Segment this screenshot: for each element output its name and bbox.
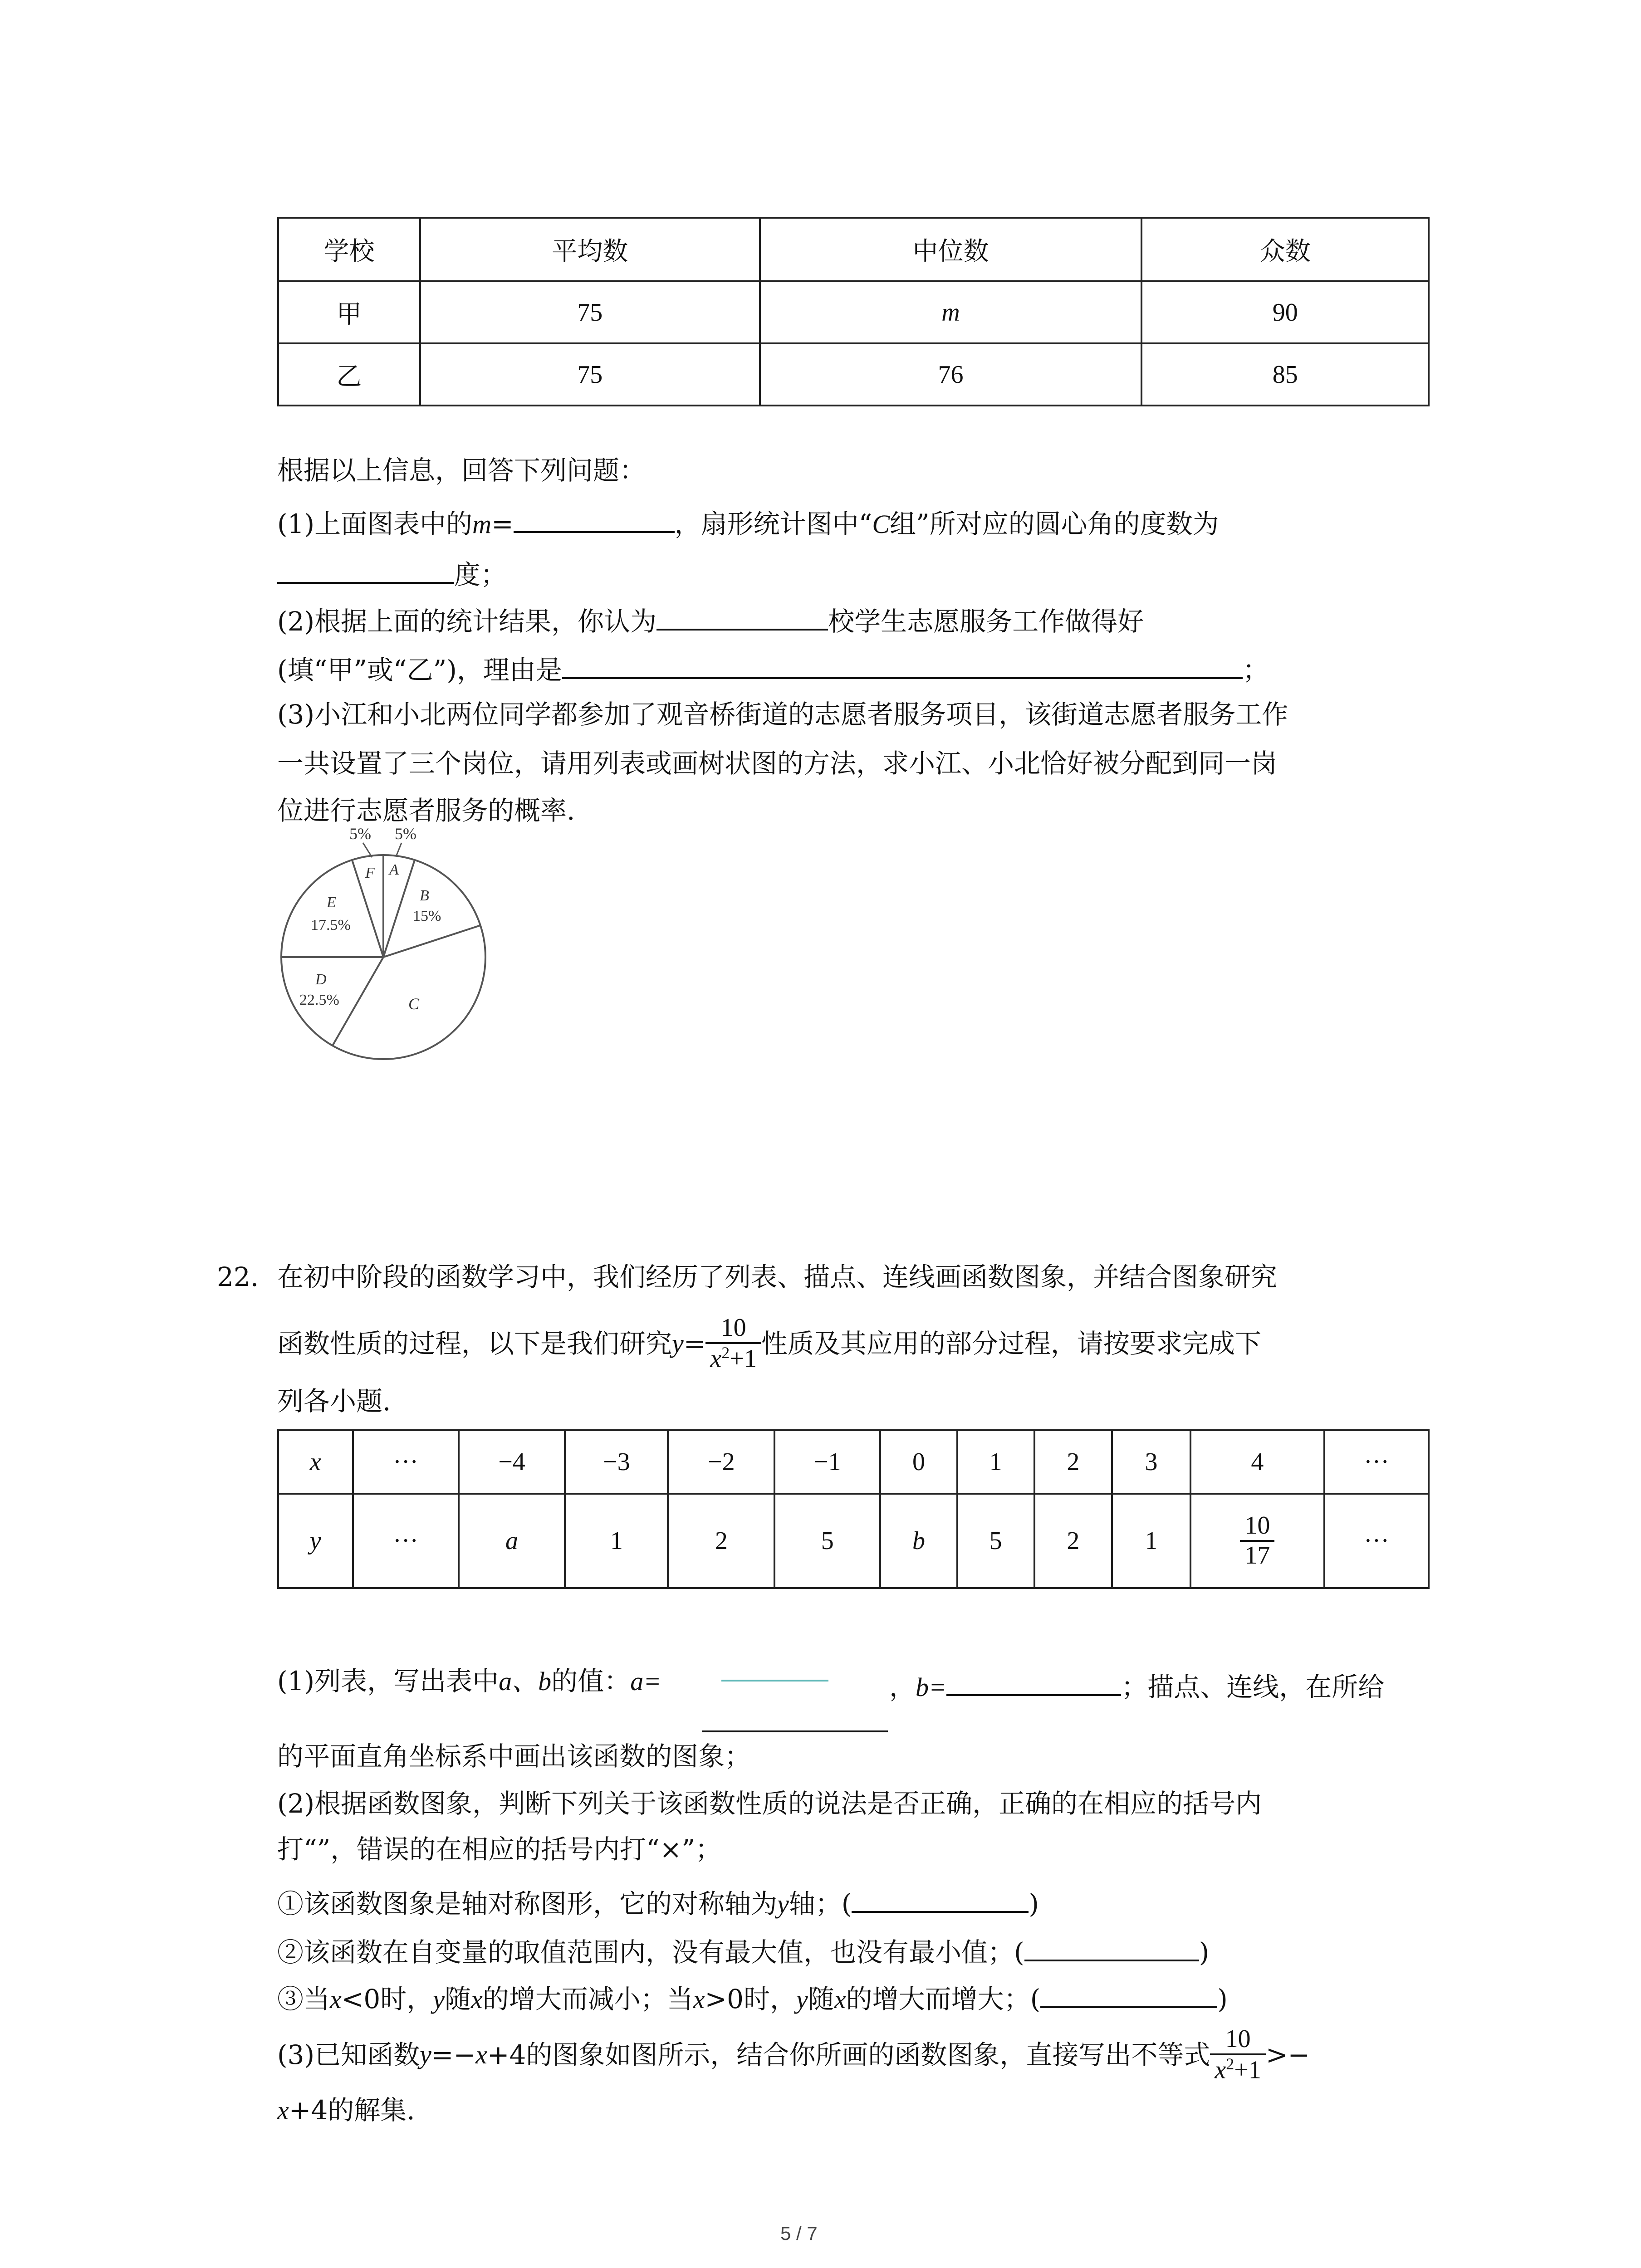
table-cell: 甲: [278, 281, 420, 343]
fraction-10-over-x2plus1: $\frac{10}{x^2+1}$: [1210, 2025, 1265, 2084]
q22-part1-line1: (1)列表，写出表中a、b的值：a=: [277, 1666, 661, 1696]
function-table: [277, 1429, 1430, 1589]
table-cell: b: [880, 1494, 957, 1588]
q22-number: 22.: [217, 1261, 259, 1292]
q21-part1-line1: (1)上面图表中的m= ，扇形统计图中“C组”所对应的圆心角的度数为: [277, 505, 1219, 538]
pie-label-d: D: [315, 971, 327, 988]
table-cell: 5: [774, 1494, 880, 1588]
q21-part3-line1: (3)小江和小北两位同学都参加了观音桥街道的志愿者服务项目，该街道志愿者服务工作: [277, 699, 1288, 730]
table-cell: −2: [668, 1430, 774, 1494]
q21-part2-line2: (填“甲”或“乙”)，理由是 ；: [277, 651, 1269, 683]
pie-label-e: E: [327, 894, 336, 911]
pie-label-d-pct: 22.5%: [299, 992, 339, 1008]
pie-label-b-pct: 15%: [413, 908, 441, 924]
answer-mark-a: [721, 1680, 828, 1681]
header-mean: 平均数: [420, 218, 760, 281]
table-cell: 76: [760, 343, 1142, 406]
answer-blank-s3[interactable]: [1040, 1980, 1217, 2008]
q21-part3-line3: 位进行志愿者服务的概率.: [277, 795, 575, 826]
answer-blank-school[interactable]: [656, 602, 828, 631]
table-cell: [1190, 1494, 1324, 1588]
answer-blank-a[interactable]: [702, 1730, 888, 1732]
table-cell: −4: [459, 1430, 565, 1494]
q22-line1: 在初中阶段的函数学习中，我们经历了列表、描点、连线画函数图象，并结合图象研究: [277, 1261, 1278, 1292]
table-cell: y: [278, 1494, 353, 1588]
table-cell: 4: [1190, 1430, 1324, 1494]
pie-leader-line: [396, 843, 402, 856]
answer-blank-m[interactable]: [514, 505, 675, 533]
q22-part3-line2: x+4的解集.: [277, 2095, 415, 2126]
table-cell: −3: [565, 1430, 668, 1494]
header-school: 学校: [278, 218, 420, 281]
pie-label-f: F: [365, 865, 375, 881]
q22-statement-2: ②该函数在自变量的取值范围内，没有最大值，也没有最小值；( ): [277, 1933, 1209, 1965]
q22-part2-line2: 打“”，错误的在相应的括号内打“×”；: [277, 1834, 722, 1865]
table-cell: 1: [1112, 1494, 1190, 1588]
table-cell: 5: [957, 1494, 1034, 1588]
pie-leader-line: [363, 843, 372, 857]
pie-label-a: A: [389, 861, 399, 878]
table-cell: x: [278, 1430, 353, 1494]
table-cell: 1: [957, 1430, 1034, 1494]
q21-intro: 根据以上信息，回答下列问题：: [277, 455, 646, 486]
pie-chart: [268, 826, 504, 1080]
table-cell: 0: [880, 1430, 957, 1494]
table-cell: ···: [1324, 1430, 1429, 1494]
page-number: 5 / 7: [780, 2223, 818, 2244]
pie-label-a-pct: 5%: [395, 826, 416, 843]
q22-part2-line1: (2)根据函数图象，判断下列关于该函数性质的说法是否正确，正确的在相应的括号内: [277, 1788, 1262, 1819]
q22-statement-1: ①该函数图象是轴对称图形，它的对称轴为y轴；( ): [277, 1885, 1039, 1917]
table-cell: 1: [565, 1494, 668, 1588]
table-cell: a: [459, 1494, 565, 1588]
q22-line3: 列各小题.: [277, 1386, 391, 1417]
table-cell: ···: [353, 1430, 459, 1494]
q21-part1-line2: 度；: [277, 556, 507, 588]
table-cell: 2: [668, 1494, 774, 1588]
table-cell: 85: [1141, 343, 1429, 406]
table-cell: ···: [1324, 1494, 1429, 1588]
q22-part1-line1b: ，b= ；描点、连线，在所给: [889, 1668, 1384, 1701]
fraction-10-over-17: $\frac{10}{17}$: [1240, 1512, 1274, 1569]
table-cell: 75: [420, 343, 760, 406]
table-cell: 乙: [278, 343, 420, 406]
table-cell: −1: [774, 1430, 880, 1494]
table-cell: 3: [1112, 1430, 1190, 1494]
q22-line2: 函数性质的过程，以下是我们研究 y = $\frac{10}{x^2+1}$ 性质及其应用的部分过程，请按要求完成下: [277, 1314, 1261, 1373]
table-cell: m: [760, 281, 1142, 343]
pie-label-b: B: [420, 887, 429, 904]
q22-part1-line2: 的平面直角坐标系中画出该函数的图象；: [277, 1741, 751, 1772]
pie-label-c: C: [408, 995, 420, 1013]
table-cell: 75: [420, 281, 760, 343]
header-mode: 众数: [1141, 218, 1429, 281]
table-cell: 2: [1034, 1430, 1112, 1494]
table-cell: 2: [1034, 1494, 1112, 1588]
header-median: 中位数: [760, 218, 1142, 281]
answer-blank-angle[interactable]: [277, 556, 454, 584]
pie-label-f-pct: 5%: [349, 826, 371, 843]
stats-table: [277, 217, 1430, 406]
table-cell: 90: [1141, 281, 1429, 343]
answer-blank-s1[interactable]: [852, 1885, 1029, 1913]
q22-statement-3: ③当x<0时，y随x的增大而减小；当x>0时，y随x的增大而增大；( ): [277, 1980, 1228, 2013]
answer-blank-b[interactable]: [946, 1668, 1121, 1696]
answer-blank-reason[interactable]: [562, 651, 1243, 679]
q21-part2-line1: (2)根据上面的统计结果，你认为 校学生志愿服务工作做得好: [277, 602, 1144, 635]
pie-label-e-pct: 17.5%: [311, 917, 351, 934]
q22-part3-line1: (3)已知函数 y =− x +4的图象如图所示，结合你所画的函数图象，直接写出不等式 $\frac{10}{x^2+1}$ >−: [277, 2025, 1310, 2084]
answer-blank-s2[interactable]: [1024, 1933, 1199, 1961]
fraction-10-over-x2plus1: $\frac{10}{x^2+1}$: [705, 1314, 761, 1373]
table-cell: ···: [353, 1494, 459, 1588]
q21-part3-line2: 一共设置了三个岗位，请用列表或画树状图的方法，求小江、小北恰好被分配到同一岗: [277, 748, 1278, 779]
